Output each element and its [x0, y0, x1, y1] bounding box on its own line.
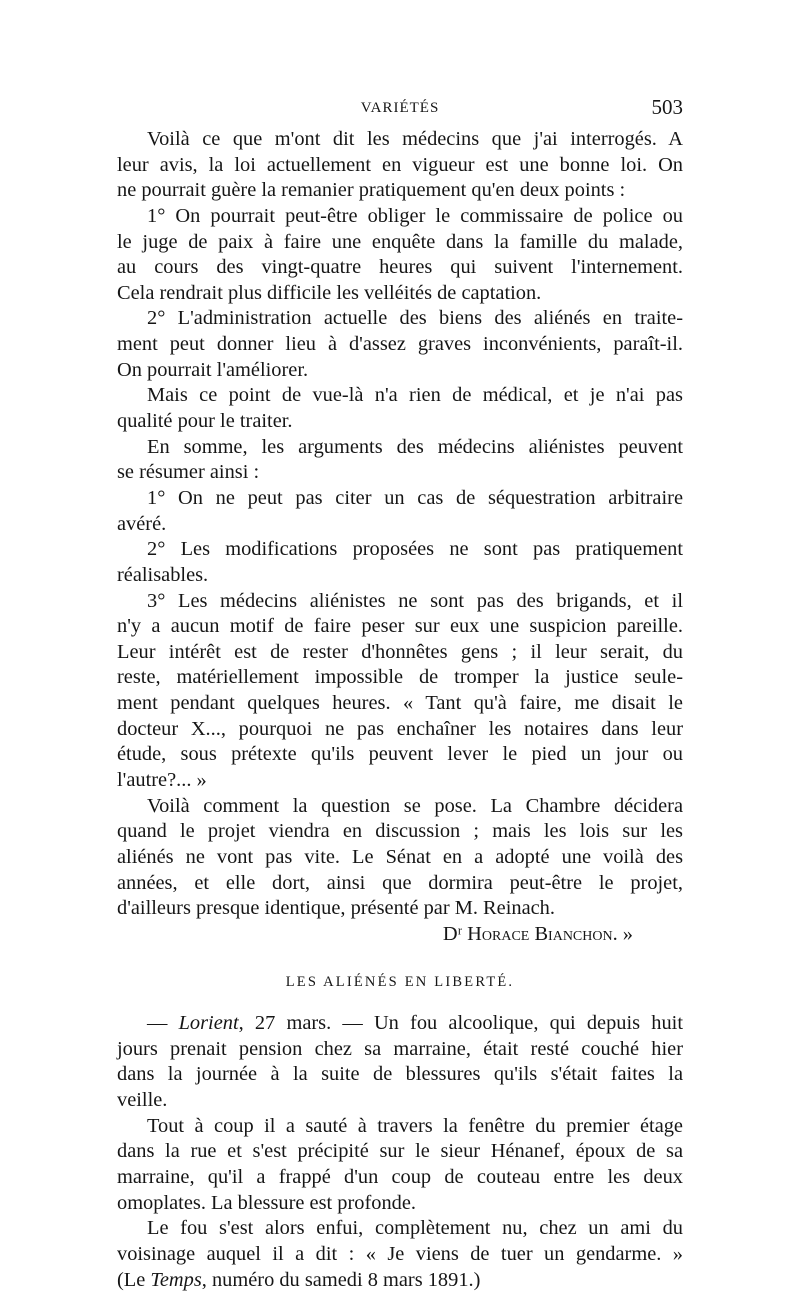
text-line: veille. — [117, 1089, 168, 1112]
citation-rest: , numéro du samedi 8 mars 1891.) — [201, 1268, 481, 1291]
running-head: VARIÉTÉS — [360, 100, 440, 116]
signature-name: Horace Bianchon — [467, 922, 613, 945]
text-line: avéré. — [117, 512, 167, 535]
text-line: leur avis, la loi actuellement en vigueur est une bonne loi. On — [117, 153, 683, 176]
text-line: 1° On pourrait peut-être obliger le commissaire de police ou — [147, 204, 683, 227]
text-line — [117, 1011, 683, 1037]
text-line: au cours des vingt-quatre heures qui suivent l'internement. — [117, 256, 683, 279]
text-line: reste, matériellement impossible de tromper la justice seule- — [117, 666, 683, 689]
text-line: quand le projet viendra en discussion ; mais les lois sur les — [117, 820, 683, 843]
text-line: qualité pour le traiter. — [117, 410, 293, 433]
text-line: le juge de paix à faire une enquête dans la famille du malade, — [117, 230, 683, 253]
text-line: dans la journée à la suite de blessures qu'ils s'était faites la — [117, 1063, 683, 1086]
text-line: Voilà comment la question se pose. La Chambre décidera — [147, 794, 683, 817]
text-line: l'autre?... » — [117, 769, 207, 792]
section-title: LES ALIÉNÉS EN LIBERTÉ. — [285, 973, 515, 990]
page-body — [117, 127, 683, 1293]
citation-line — [117, 1268, 683, 1293]
text-line: voisinage auquel il a dit : « Je viens de tuer un gendarme. » — [117, 1242, 683, 1265]
text-line: Voilà ce que m'ont dit les médecins que j'ai interrogés. A — [147, 128, 683, 150]
text-line: 1° On ne peut pas citer un cas de séquestration arbitraire — [147, 486, 683, 509]
text-line: années, et elle dort, ainsi que dormira peut-être le projet, — [117, 871, 683, 894]
text-line: docteur X..., pourquoi ne pas enchaîner les notaires dans leur — [117, 717, 683, 740]
page-number: 503 — [651, 95, 683, 119]
text-line: se résumer ainsi : — [117, 461, 260, 484]
signature-end: . » — [612, 922, 633, 945]
signature-title: Dʳ — [442, 922, 463, 945]
text-line: omoplates. La blessure est profonde. — [117, 1191, 416, 1214]
text-line: marraine, qu'il a frappé d'un coup de couteau entre les deux — [117, 1165, 683, 1188]
text-line: 2° L'administration actuelle des biens des aliénés en traite- — [147, 307, 683, 330]
text-line: Cela rendrait plus difficile les velléités de captation. — [117, 281, 542, 304]
text-line: aliénés ne vont pas vite. Le Sénat en a adopté une voilà des — [117, 845, 683, 868]
citation-open: (Le — [117, 1268, 151, 1291]
text-line: d'ailleurs presque identique, présenté par M. Reinach. — [117, 897, 555, 920]
page-header — [117, 95, 683, 125]
text-line: ment peut donner lieu à d'assez graves inconvénients, paraît-il. — [117, 333, 683, 356]
text-line: réalisables. — [117, 563, 209, 586]
text-line: ment pendant quelques heures. « Tant qu'à faire, me disait le — [117, 692, 683, 715]
text-rest: , 27 mars. — Un fou alcoolique, qui depuis huit — [238, 1012, 683, 1035]
text-line: étude, sous prétexte qu'ils peuvent lever le pied un jour ou — [117, 743, 683, 766]
text-line: ne pourrait guère la remanier pratiquement qu'en deux points : — [117, 179, 626, 202]
place-name: Lorient — [178, 1012, 239, 1035]
signature-line — [117, 922, 683, 948]
text-line: Leur intérêt est de rester d'honnêtes gens ; il leur serait, du — [117, 640, 683, 663]
text-line: n'y a aucun motif de faire peser sur eux une suspicion pareille. — [117, 615, 683, 638]
text-line: On pourrait l'améliorer. — [117, 358, 309, 381]
text-line: Le fou s'est alors enfui, complètement nu, chez un ami du — [147, 1217, 683, 1240]
text-line: dans la rue et s'est précipité sur le sieur Hénanef, époux de sa — [117, 1140, 683, 1163]
newspaper-name: Temps — [150, 1268, 202, 1291]
text-line: 2° Les modifications proposées ne sont pas pratiquement — [147, 538, 683, 561]
text-line: En somme, les arguments des médecins aliénistes peuvent — [147, 435, 683, 458]
text-line: Tout à coup il a sauté à travers la fenêtre du premier étage — [147, 1114, 683, 1137]
text-line: 3° Les médecins aliénistes ne sont pas des brigands, et il — [147, 589, 683, 612]
text-dash: — — [147, 1012, 179, 1035]
text-line: Mais ce point de vue-là n'a rien de médical, et je n'ai pas — [147, 384, 683, 407]
text-line: jours prenait pension chez sa marraine, était resté couché hier — [117, 1037, 683, 1060]
